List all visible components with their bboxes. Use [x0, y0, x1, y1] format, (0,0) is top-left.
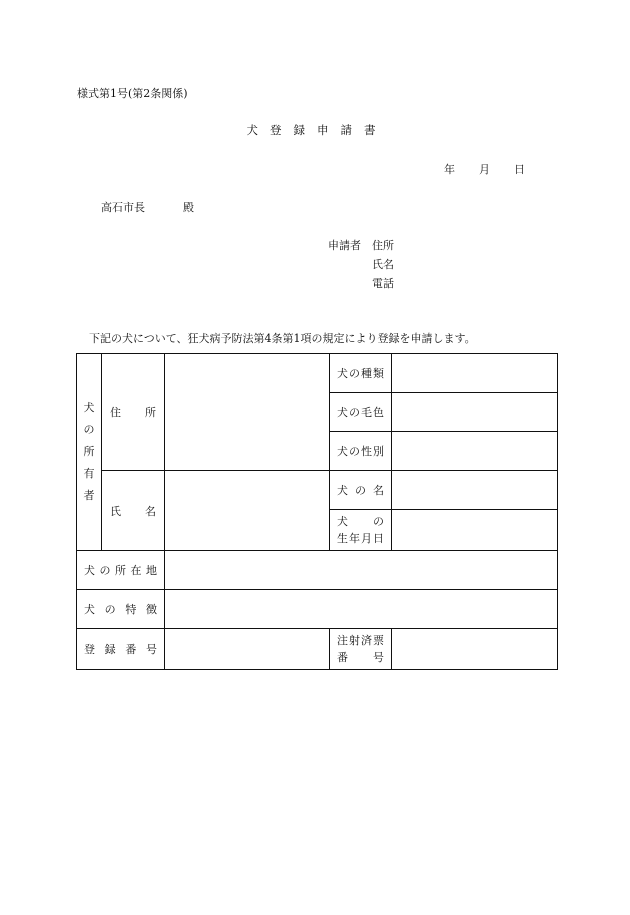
registration-number-field[interactable]: [165, 629, 330, 670]
dog-name-label: 犬の名: [330, 471, 392, 510]
applicant-block: [328, 236, 394, 293]
owner-label-char: 犬: [83, 401, 95, 414]
dog-breed-label: 犬の種類: [330, 354, 392, 393]
date-year-label: 年: [444, 163, 455, 176]
dog-features-label: 犬の特徴: [77, 590, 165, 629]
applicant-phone-label: 電話: [372, 277, 394, 290]
owner-name-field[interactable]: [165, 471, 330, 551]
addressee-name: 高石市長: [101, 201, 145, 214]
owner-address-label: 住 所: [102, 354, 165, 471]
date-day-label: 日: [514, 163, 525, 176]
dog-breed-field[interactable]: [392, 354, 558, 393]
owner-label-char: 有: [83, 467, 95, 480]
vaccination-tag-number-field[interactable]: [392, 629, 558, 670]
dog-birthdate-label: [330, 510, 392, 551]
dog-birthdate-label-line2: 生年月日: [337, 532, 384, 545]
dog-name-field[interactable]: [392, 471, 558, 510]
vaccination-tag-number-label: [330, 629, 392, 670]
date-month-label: 月: [479, 163, 490, 176]
owner-label-char: 者: [83, 489, 95, 502]
dog-location-field[interactable]: [165, 551, 558, 590]
dog-sex-field[interactable]: [392, 432, 558, 471]
applicant-role: 申請者: [328, 239, 361, 252]
dog-features-field[interactable]: [165, 590, 558, 629]
vaccination-tag-label-line1: 注射済票: [337, 634, 384, 647]
registration-table: [76, 353, 558, 670]
statement: 下記の犬について、狂犬病予防法第4条第1項の規定により登録を申請します。: [89, 332, 476, 345]
dog-birthdate-label-line1: 犬の: [337, 515, 384, 528]
owner-name-label: 氏 名: [102, 471, 165, 551]
vaccination-tag-label-line2: 番号: [337, 651, 384, 664]
document-title: 犬登録申請書: [246, 123, 388, 137]
dog-coat-label: 犬の毛色: [330, 393, 392, 432]
date-line: [444, 161, 525, 177]
owner-label-char: 所: [83, 445, 95, 458]
owner-label: [77, 354, 102, 551]
addressee: [101, 199, 194, 215]
dog-birthdate-field[interactable]: [392, 510, 558, 551]
applicant-name-label: 氏名: [372, 258, 394, 271]
applicant-address-label: 住所: [372, 239, 394, 252]
owner-address-field[interactable]: [165, 354, 330, 471]
dog-coat-field[interactable]: [392, 393, 558, 432]
registration-number-label: 登録番号: [77, 629, 165, 670]
form-number: 様式第1号(第2条関係): [77, 87, 188, 100]
owner-label-char: の: [83, 423, 95, 436]
dog-location-label: 犬の所在地: [77, 551, 165, 590]
addressee-honorific: 殿: [183, 201, 194, 214]
dog-sex-label: 犬の性別: [330, 432, 392, 471]
